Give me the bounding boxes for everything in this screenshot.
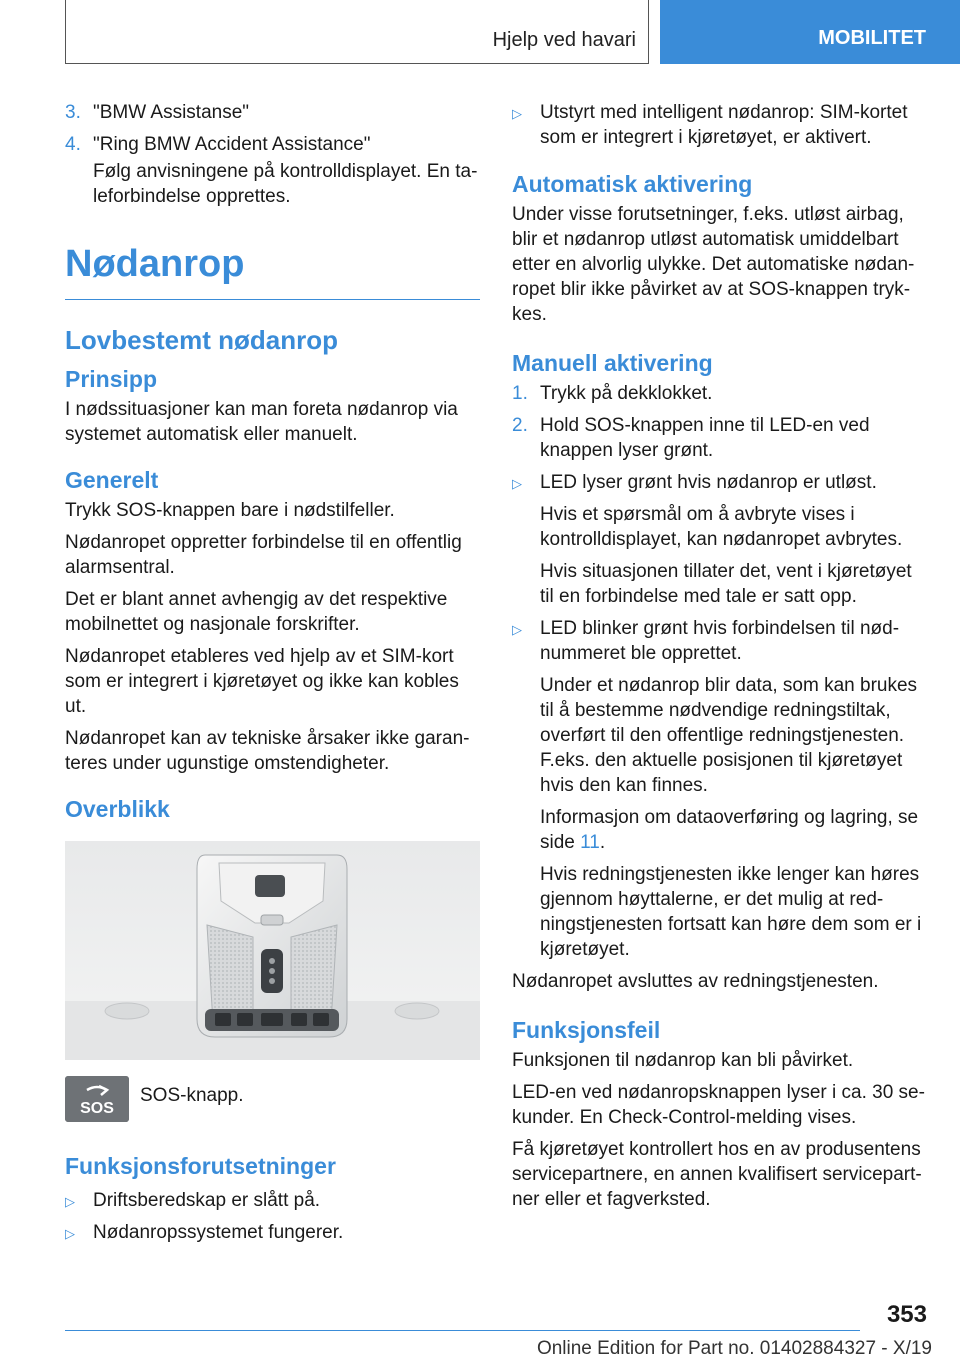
section-tab[interactable] [660,0,960,64]
arrow-bullet-icon: ▷ [512,622,522,637]
numbered-step [65,132,480,157]
subheading-generelt: Generelt [65,467,159,493]
bullet-item [65,1220,480,1245]
automatisk-text: Under visse forutsetninger, f.eks. utløst airbag, blir et nødanrop utløst automatisk umiddelbart etter en alvorlig ulykke. Det automatiske nødanropet blir ikke påvirket av at SOS-knappen trykkes. [512,204,915,325]
feil-paragraph: Funksjonen til nødanrop kan bli påvirket. [512,1050,854,1071]
generelt-paragraph: Nødanropet kan av tekniske årsaker ikke garanteres under ugunstige omstendigheter. [65,728,470,774]
sos-legend [65,1076,480,1146]
page-link[interactable]: 11 [580,832,600,853]
bullet-text: LED lyser grønt hvis nødanrop er utløst. [540,472,877,493]
subheading-funksjonsforutsetninger: Funksjonsforutsetninger [65,1153,336,1179]
bullet-text: LED blinker grønt hvis forbindelsen til nødnummeret ble opprettet. [540,618,900,664]
step-text: Trykk på dekklokket. [540,383,713,404]
section-heading: Lovbestemt nødanrop [65,325,339,355]
numbered-step [65,100,480,125]
header-box [65,0,649,64]
subheading-overblikk: Overblikk [65,796,170,822]
numbered-step [512,381,927,406]
generelt-paragraph: Nødanropet etableres ved hjelp av et SIM-kort som er integrert i kjøretøyet og ikke kan kobles ut. [65,646,459,717]
subheading-funksjonsfeil: Funksjonsfeil [512,1017,661,1043]
generelt-paragraph: Det er blant annet avhengig av det respektive mobilnettet og nasjonale forskrifter. [65,589,448,635]
bullet-text: Utstyrt med intelligent nødanrop: SIM-kortet som er integrert i kjøretøyet, er aktivert. [540,102,908,148]
page-number: 353 [886,1301,927,1328]
sos-icon-text: SOS [80,1100,114,1117]
bullet-item [512,100,927,150]
feil-paragraph: LED-en ved nødanropsknappen lyser i ca. 30 sekunder. En Check-Control-melding vises. [512,1082,925,1128]
step-note: Følg anvisningene på kontrolldisplayet. En taleforbindelse opprettes. [93,161,478,207]
bullet-item [512,616,927,666]
end-text: Nødanropet avsluttes av redningstjenesten. [512,971,879,992]
generelt-paragraph: Nødanropet oppretter forbindelse til en offentlig alarmsentral. [65,532,462,578]
subheading-manuell: Manuell aktivering [512,350,713,376]
arrow-bullet-icon: ▷ [65,1194,75,1209]
right-column [512,100,927,1219]
step-number: 2. [512,415,528,436]
edition-text: Online Edition for Part no. 01402884327 - X/19 [536,1338,932,1359]
footer-divider [65,1330,860,1331]
sos-label: SOS-knapp. [140,1085,244,1106]
subheading-prinsipp: Prinsipp [65,366,158,392]
roof-console-image [65,841,480,1060]
feil-paragraph: Få kjøretøyet kontrollert hos en av produsentens servicepartnere, en annen kvalifisert servicepartner eller et fagverksted. [512,1139,922,1210]
sos-button-icon [65,1076,129,1122]
step-number: 1. [512,383,528,404]
bullet-text: Nødanropssystemet fungerer. [93,1222,344,1243]
arrow-bullet-icon: ▷ [65,1226,75,1241]
chapter-title: Hjelp ved havari [492,29,636,51]
bullet-item [512,470,927,495]
section-tab-label: MOBILITET [818,27,926,49]
step-number: 4. [65,134,81,155]
subheading-automatisk: Automatisk aktivering [512,171,753,197]
info-suffix: . [599,832,606,853]
step-text: "BMW Assistanse" [93,102,250,123]
step-text: "Ring BMW Accident Assistance" [93,134,371,155]
left-column [65,100,480,1252]
bullet-text: Driftsberedskap er slått på. [93,1190,321,1211]
step-number: 3. [65,102,81,123]
title-divider [65,299,480,300]
bullet-note [512,805,927,855]
generelt-paragraph: Trykk SOS-knappen bare i nødstilfeller. [65,500,395,521]
info-text: Informasjon om dataoverføring og lagring, se side [540,807,919,853]
arrow-bullet-icon: ▷ [512,476,522,491]
bullet-item [65,1188,480,1213]
page-title: Nødanrop [65,243,245,285]
bullet-note: Hvis redningstjenesten ikke lenger kan høres gjennom høyttalerne, er det mulig at redningstjenesten fortsatt kan høre dem som er i kjøretøyet. [540,864,922,960]
bullet-note: Hvis situasjonen tillater det, vent i kjøretøyet til en forbindelse med tale er satt opp. [540,561,912,607]
numbered-step [512,413,927,463]
step-text: Hold SOS-knappen inne til LED-en ved knappen lyser grønt. [540,415,870,461]
bullet-note: Under et nødanrop blir data, som kan brukes til å bestemme nødvendige redningstiltak, overført til den offentlige redningstjenesten. F.eks. den aktuelle posisjonen til kjøretøyet hvis den kan finnes. [540,675,918,796]
arrow-bullet-icon: ▷ [512,106,522,121]
prinsipp-text: I nødssituasjoner kan man foreta nødanrop via systemet automatisk eller manuelt. [65,399,458,445]
bullet-note: Hvis et spørsmål om å avbryte vises i kontrolldisplayet, kan nødanropet avbrytes. [540,504,903,550]
